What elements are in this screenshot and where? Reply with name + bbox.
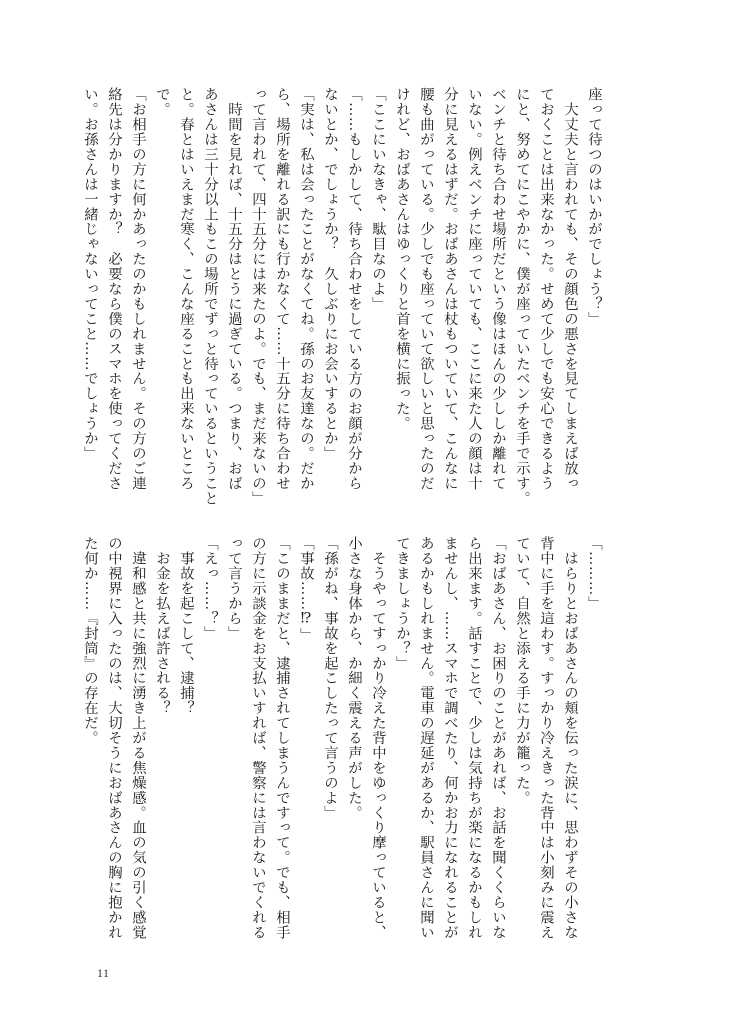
text-line: 「実は、私は会ったことがなくてね。孫のお友達なの。だか — [298, 87, 314, 491]
text-line: 小さな身体から、か細く震える声がした。 — [346, 536, 362, 821]
text-line: 「事故……⁉」 — [298, 536, 314, 643]
text-line: 違和感と共に強烈に湧き上がる焦燥感。血の気の引く感覚 — [130, 536, 146, 940]
text-line: にと、努めてにこやかに、僕が座っていたベンチを手で示す。 — [514, 87, 530, 506]
text-line: はらりとおばあさんの頬を伝った涙に、思わずその小さな — [562, 536, 578, 940]
text-line: 背中に手を這わす。すっかり冷えきった背中は小刻みに震え — [538, 536, 554, 940]
text-line: ませんし、……スマホで調べたり、何かお力になれることが — [442, 536, 458, 940]
text-line: 座って待つのはいかがでしょう？」 — [586, 87, 602, 327]
text-line: てきましょうか？」 — [394, 536, 410, 671]
text-line: 時間を見れば、十五分はとうに過ぎている。つまり、おば — [226, 87, 242, 491]
text-line: た何か……『封筒』の存在だ。 — [82, 536, 98, 746]
text-line: ら出来ます。話すことで、少しは気持ちが楽になるかもしれ — [466, 536, 482, 940]
text-line: 腰も曲がっている。少しでも座っていて欲しいと思ったのだ — [418, 87, 434, 491]
text-line: ベンチと待ち合わせ場所だという像はほんの少ししか離れて — [490, 87, 506, 491]
text-line: ていて、自然と添える手に力が籠った。 — [514, 536, 530, 806]
text-line: で。 — [154, 87, 170, 117]
page-number: 11 — [97, 966, 110, 980]
text-line: あるかもしれません。電車の遅延があるか、駅員さんに聞い — [418, 536, 434, 940]
text-line: 「ここにいなきゃ、駄目なのよ」 — [370, 87, 386, 312]
text-line: 「このままだと、逮捕されてしまうんですって。でも、相手 — [274, 536, 290, 940]
text-line: ておくことは出来なかった。せめて少しでも安心できるよう — [538, 87, 554, 491]
text-line: けれど、おばあさんはゆっくりと首を横に振った。 — [394, 87, 410, 431]
text-line: 「えっ……？」 — [202, 536, 218, 641]
text-line: の方に示談金をお支払いすれば、警察には言わないでくれる — [250, 536, 266, 940]
text-line: 「おばあさん、お困りのことがあれば、お話を聞くくらいな — [490, 536, 506, 940]
text-line: と。春とはいえまだ寒く、こんな座ることも出来ないところ — [178, 87, 194, 491]
text-line: いない。例えベンチに座っていても、ここに来た人の顔は十 — [466, 87, 482, 491]
text-line: って言われて、四十五分には来たのよ。でも、まだ来ないの」 — [250, 87, 266, 506]
lower-text-block — [82, 536, 606, 948]
text-line: って言うから」 — [226, 536, 242, 641]
text-line: 「………」 — [586, 536, 602, 611]
text-line: 「……もしかして、待ち合わせをしている方のお顔が分から — [346, 87, 362, 491]
text-line: ら、場所を離れる訳にも行かなくて……十五分に待ち合わせ — [274, 87, 290, 491]
text-line: お金を払えば許される？ — [154, 536, 170, 716]
text-line: 「孫がね、事故を起こしたって言うのよ」 — [322, 536, 338, 821]
text-line: 分に見えるはずだ。おばあさんは杖もついていて、こんなに — [442, 87, 458, 491]
text-line: 絡先は分かりますか？ 必要なら僕のスマホを使ってくださ — [106, 87, 122, 491]
text-line: 「お相手の方に何かあったのかもしれません。その方のご連 — [130, 87, 146, 491]
text-line: 大丈夫と言われても、その顔色の悪さを見てしまえば放っ — [562, 87, 578, 491]
text-line: 事故を起こして、逮捕？ — [178, 536, 194, 716]
text-line: の中視界に入ったのは、大切そうにおばあさんの胸に抱かれ — [106, 536, 122, 940]
text-line: そうやってすっかり冷えた背中をゆっくり摩っていると、 — [370, 536, 386, 940]
text-line: あさんは三十分以上もこの場所でずっと待っているということ — [202, 87, 218, 506]
upper-text-block — [82, 87, 606, 506]
text-line: い。お孫さんは一緒じゃないってこと……でしょうか」 — [82, 87, 98, 461]
text-line: ないとか、でしょうか？ 久しぶりにお会いするとか」 — [322, 87, 338, 461]
